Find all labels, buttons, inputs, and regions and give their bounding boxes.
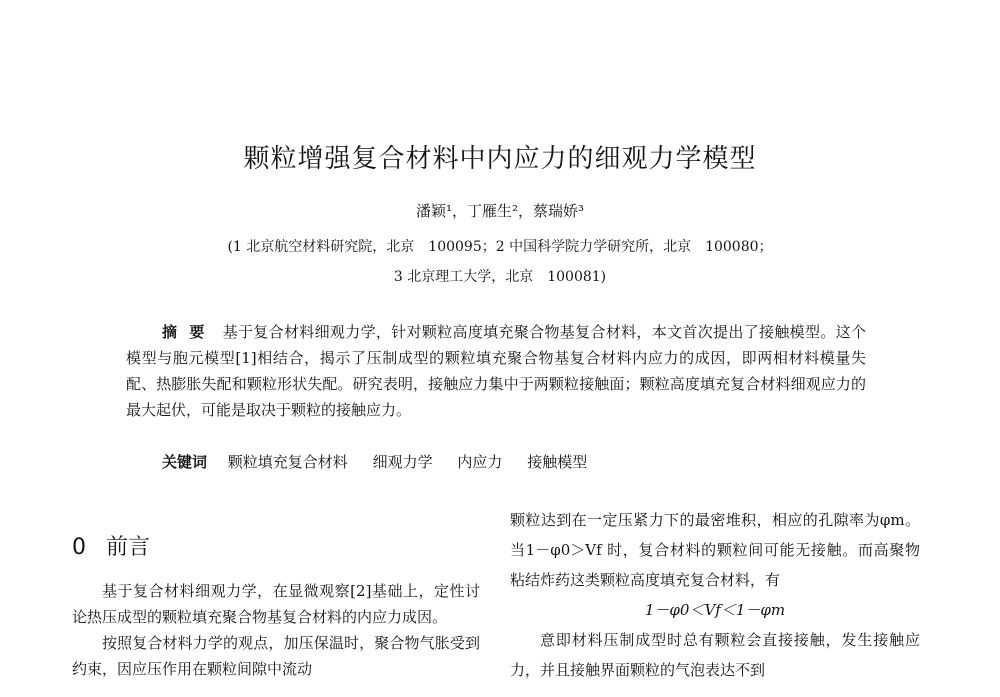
keyword-item: 接触模型 [527, 453, 588, 471]
abstract [126, 319, 866, 423]
keywords [162, 451, 607, 472]
affiliation-line-2: 3 北京理工大学，北京 100081) [393, 269, 607, 285]
paragraph: 基于复合材料细观力学，在显微观察[2]基础上，定性讨论热压成型的颗粒填充聚合物基复合材料的内应力成因。 [72, 582, 480, 626]
keyword-item: 内应力 [457, 453, 503, 471]
paragraph: 意即材料压制成型时总有颗粒会直接接触，发生接触应力，并且接触界面颗粒的气泡表达不到 [510, 631, 920, 679]
keyword-item: 颗粒填充复合材料 [227, 453, 348, 471]
section-heading [72, 530, 150, 561]
keyword-item: 细观力学 [372, 453, 433, 471]
right-column [510, 505, 920, 685]
affiliation-line-1: (1 北京航空材料研究院，北京 100095；2 中国科学院力学研究所，北京 100080； [227, 239, 773, 255]
paragraph: 颗粒达到在一定压紧力下的最密堆积，相应的孔隙率为φm。当1－φ0＞Vf 时，复合材料的颗粒间可能无接触。而高聚物粘结炸药这类颗粒高度填充复合材料，有 [510, 511, 920, 589]
section-number: 0 [72, 535, 86, 560]
formula: 1－φ0＜Vf＜1－φm [644, 601, 786, 619]
section-title: 前言 [106, 535, 151, 560]
left-column [72, 578, 480, 682]
keywords-label: 关键词 [162, 453, 208, 471]
paragraph: 按照复合材料力学的观点，加压保温时，聚合物气胀受到约束，因应压作用在颗粒间隙中流动 [72, 634, 480, 678]
abstract-text: 基于复合材料细观力学，针对颗粒高度填充聚合物基复合材料，本文首次提出了接触模型。这个模型与胞元模型[1]相结合，揭示了压制成型的颗粒填充聚合物基复合材料内应力的成因，即两相材料模量失配、热膨胀失配和颗粒形状失配。研究表明，接触应力集中于两颗粒接触面；颗粒高度填充复合材料细观应力的最大起伏，可能是取决于颗粒的接触应力。 [126, 323, 866, 419]
author-list: 潘颖¹，丁雁生²，蔡瑞娇³ [415, 202, 585, 220]
abstract-label: 摘要 [162, 323, 217, 341]
paper-title: 颗粒增强复合材料中内应力的细观力学模型 [243, 144, 757, 174]
